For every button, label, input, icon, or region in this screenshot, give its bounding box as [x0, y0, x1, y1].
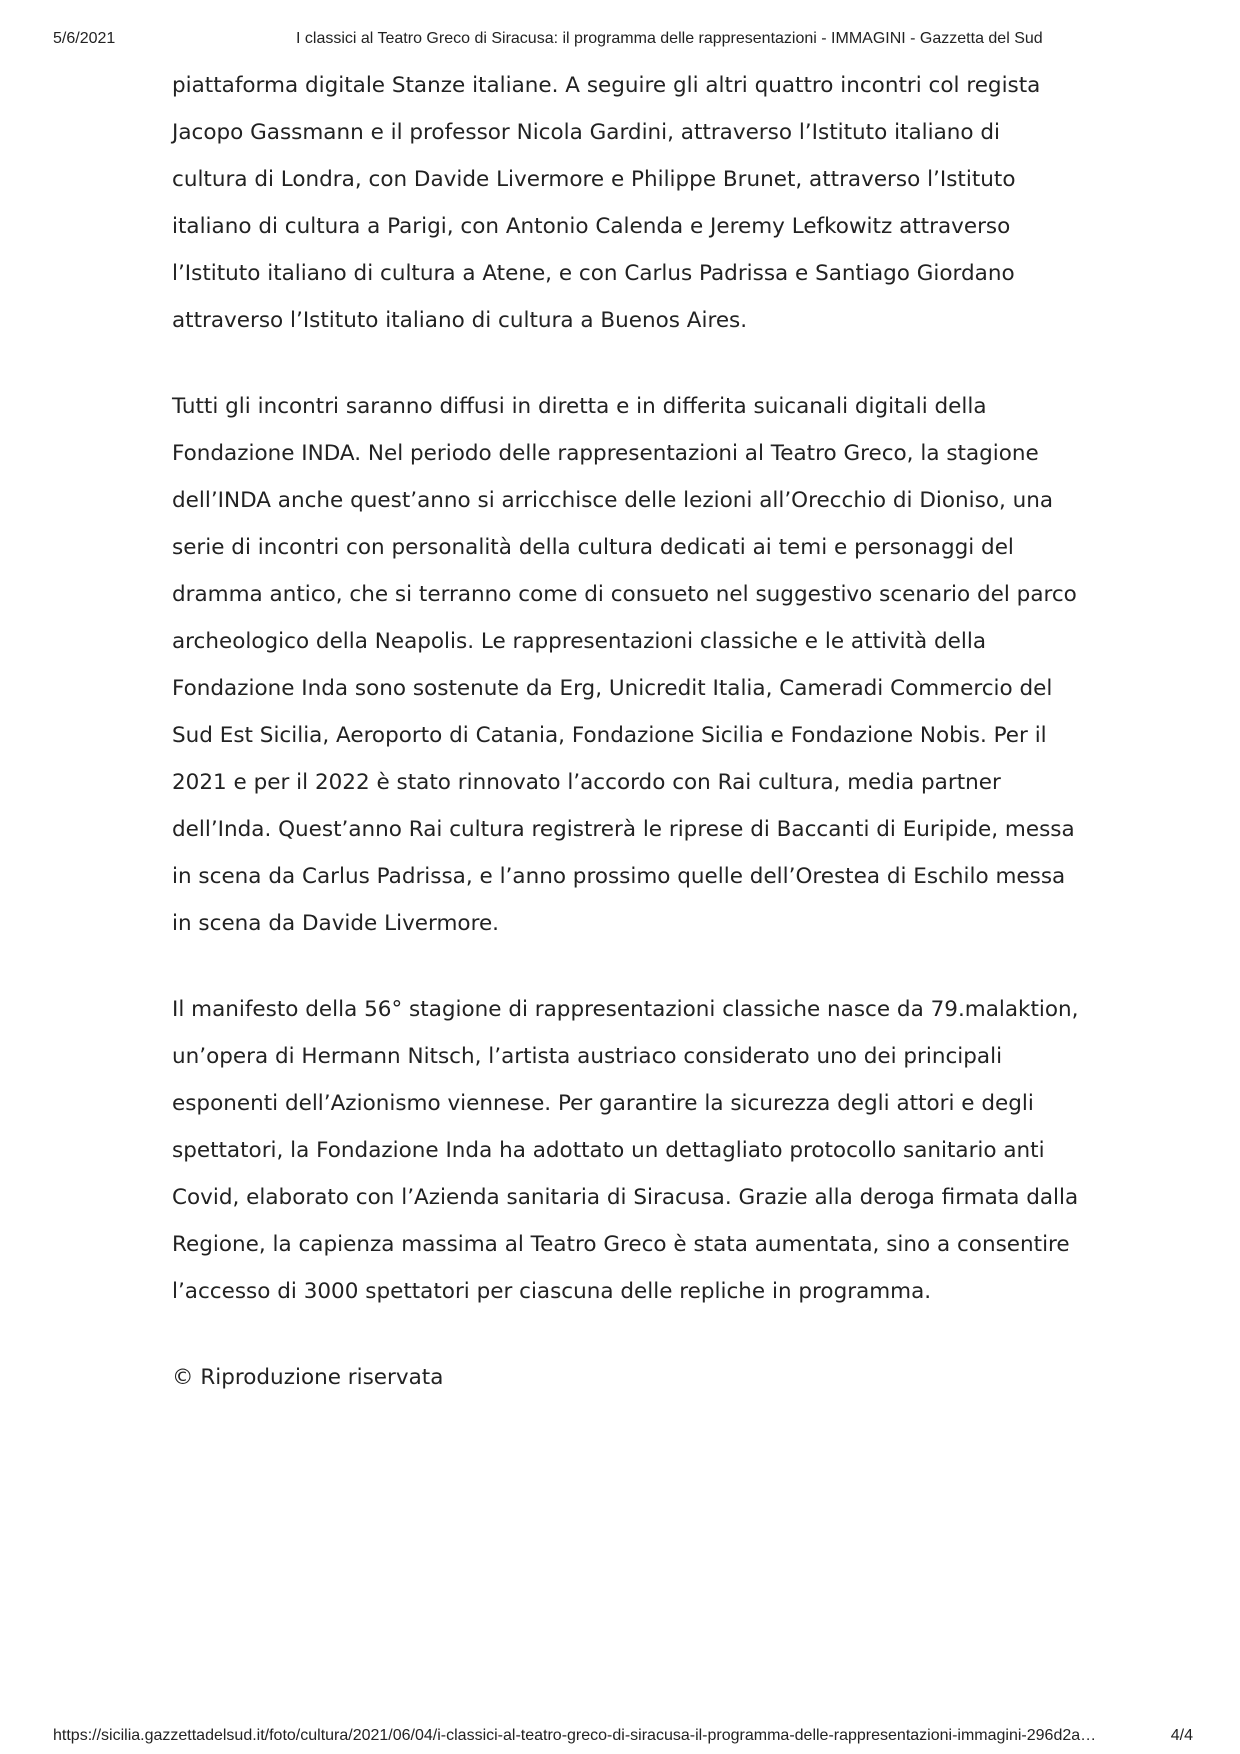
article-paragraph-3: Il manifesto della 56° stagione di rappresentazioni classiche nasce da 79.malaktion, un’opera di Hermann Nitsch, l’artista austriaco considerato uno dei principali esponenti dell’Azionismo viennese. Per garantire la sicurezza degli attori e degli spettatori, la Fondazione Inda ha adottato un dettagliato protocollo sanitario anti Covid, elaborato con l’Azienda sanitaria di Siracusa. Grazie alla deroga firmata dalla Regione, la capienza massima al Teatro Greco è stata aumentata, sino a consentire l’accesso di 3000 spettatori per ciascuna delle repliche in programma.	[172, 997, 1079, 1304]
print-date: 5/6/2021	[53, 30, 116, 47]
article-paragraph-2: Tutti gli incontri saranno diffusi in diretta e in differita suicanali digitali della Fondazione INDA. Nel periodo delle rappresentazioni al Teatro Greco, la stagione dell’INDA anche quest’anno si arricchisce delle lezioni all’Orecchio di Dioniso, una serie di incontri con personalità della cultura dedicati ai temi e personaggi del dramma antico, che si terranno come di consueto nel suggestivo scenario del parco archeologico della Neapolis. Le rappresentazioni classiche e le attività della Fondazione Inda sono sostenute da Erg, Unicredit Italia, Cameradi Commercio del Sud Est Sicilia, Aeroporto di Catania, Fondazione Sicilia e Fondazione Nobis. Per il 2021 e per il 2022 è stato rinnovato l’accordo con Rai cultura, media partner dell’Inda. Quest’anno Rai cultura registrerà le riprese di Baccanti di Euripide, messa in scena da Carlus Padrissa, e l’anno prossimo quelle dell’Orestea di Eschilo messa in scena da Davide Livermore.	[172, 394, 1077, 936]
print-page-number: 4/4	[1170, 1727, 1193, 1744]
article-paragraph-1: piattaforma digitale Stanze italiane. A seguire gli altri quattro incontri col regista Jacopo Gassmann e il professor Nicola Gardini, attraverso l’Istituto italiano di cultura di Londra, con Davide Livermore e Philippe Brunet, attraverso l’Istituto italiano di cultura a Parigi, con Antonio Calenda e Jeremy Lefkowitz attraverso l’Istituto italiano di cultura a Atene, e con Carlus Padrissa e Santiago Giordano attraverso l’Istituto italiano di cultura a Buenos Aires.	[172, 73, 1041, 333]
article-body	[172, 62, 1080, 1440]
print-page-title: I classici al Teatro Greco di Siracusa: il programma delle rappresentazioni - IMMAGINI - Gazzetta del Sud	[296, 30, 1043, 47]
print-header	[0, 30, 1240, 52]
copyright-notice: © Riproduzione riservata	[172, 1365, 444, 1390]
print-footer	[0, 1727, 1240, 1749]
print-url: https://sicilia.gazzettadelsud.it/foto/cultura/2021/06/04/i-classici-al-teatro-greco-di-siracusa-il-programma-delle-rappresentazioni-immagini-296d2a…	[53, 1727, 1097, 1744]
